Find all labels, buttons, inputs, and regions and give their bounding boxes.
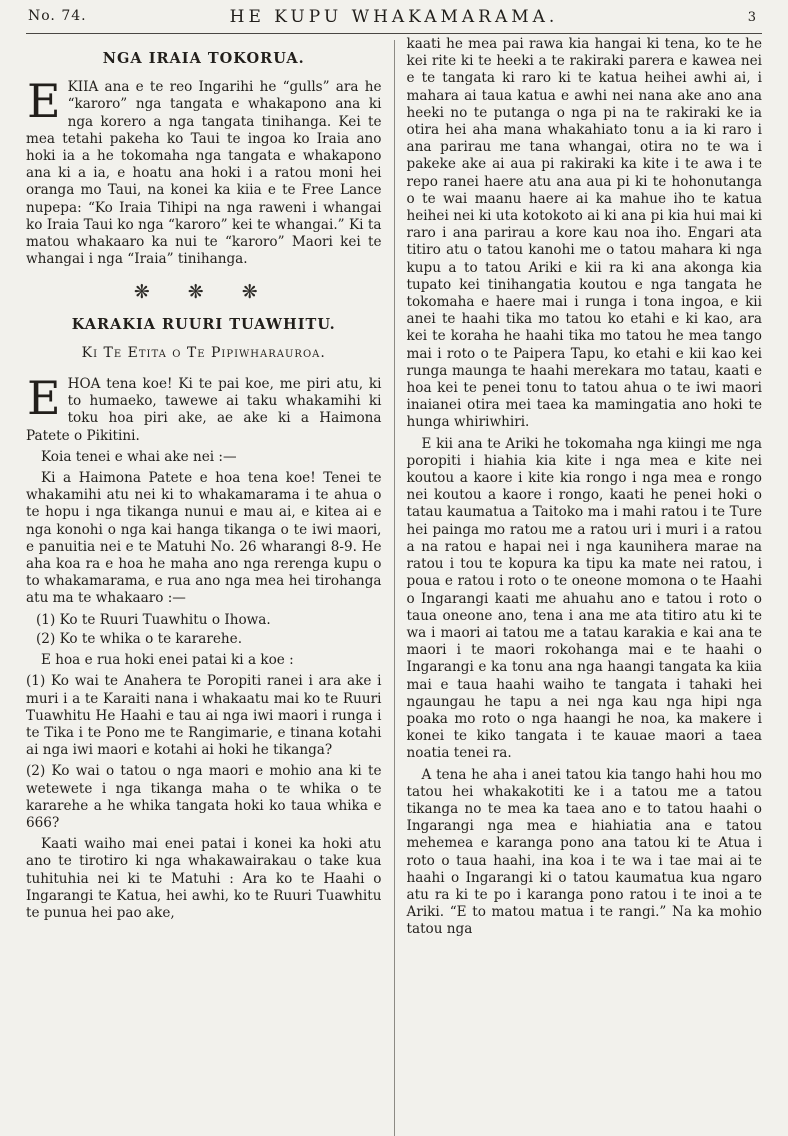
dropcap-initial: E <box>27 74 61 129</box>
list-item: (1) Ko te Ruuri Tuawhitu o Ihowa. <box>36 611 271 628</box>
article1-title: NGA IRAIA TOKORUA. <box>102 50 305 67</box>
right-paragraph-3: A tena he aha i anei tatou kia tango hahi hou mo tatou hei whakakotiti ke i a tatou me a tatou tikanga no te mea ka taea ano e to tatou haahi o Ingarangi nga mea e hiahiatia ana e tatou mehemea e karanga pono ana tatou ki te Atua i roto o taua haahi, ina koa i te wa i tae mai ai te haahi o Ingarangi ki o tatou kaumatua kua ngaro atu ra ki te po i karanga pono ratou i te inoi a te Ariki. “E to matou matua i te rangi.” Na ka mohio tatou nga <box>406 766 762 938</box>
article2-paragraph-5: Kaati waiho mai enei patai i konei ka hoki atu ano te tirotiro ki nga whakawairakau o take kua tuhituhia nei ki te Matuhi : Ara ko te Haahi o Ingarangi te Katua, hei awhi, ko te Ruuri Tuawhitu te punua hei pao ake, <box>26 836 382 921</box>
article-columns <box>26 36 762 1136</box>
page-number: 3 <box>747 10 756 25</box>
article2-paragraph-4: E hoa e rua hoki enei patai ki a koe : <box>41 652 294 669</box>
masthead-title: HE KUPU WHAKAMARAMA. <box>229 7 559 27</box>
article2-question-2: (2) Ko wai o tatou o nga maori e mohio ana ki te wetewete i nga tikanga maha o te whika o te kararehe a he whika tangata hoki ko taua whika e 666? <box>26 763 382 831</box>
left-column <box>26 36 382 1136</box>
right-paragraph-2: E kii ana te Ariki he tokomaha nga kiingi me nga poropiti i hiahia kia kite i nga mea e kite nei koutou a kaore i kite kia rongo i nga mea e rongo nei koutou a kaore i rongo, kaati he penei hoki o tatau kaumatua a Taitoko ma i mahi ratou i te Ture hei painga mo ratou me a ratou uri i muri i a ratou a na ratou e hapai nei i nga kaunihera marae na ratou i tou te kopura ka tipu ka mate nei ratou, i poua e ratou i roto o te oneone momona o te Haahi o Ingarangi kaati me ahuahu ano e tatou i roto o taua oneone ano, tena i ana me ata titiro atu ki te wa i maori ai tatou me a tatau karakia e kai ana te maori i te maori rokohanga mai e te haahi o Ingarangi e ka tonu ana nga haangi tangata ka kiia mai e taua haahi waiho te tangata i tahaki hei ngaungau he tapu a nei nga kau nga hipi nga poaka mo roto o nga haangi he noa, ka makere i konei te kiko tangata i te kauae maori a taea noatia tenei ra. <box>406 435 762 762</box>
article2-paragraph-1 <box>26 371 382 445</box>
list-item: (2) Ko te whika o te kararehe. <box>36 630 243 647</box>
right-paragraph-1: kaati he mea pai rawa kia hangai ki tena, ko te he kei rite ki te heeki a te rakiraki parera e kawea nei e te tangata ki raro ki te katua heihei awhi ai, i mahara ai taua katua e awhi nei nana ake ano ana heeki no te putanga o nga pi na te rakiraki ke ia otira hei aha mana whakahiato tonu a ia ki raro i ana parirau me tana whangai, otira no te wa i pakeke ake ai aua pi rakiraki ka kite i te awa i te repo ranei haere atu ana aua pi ki te hohonutanga o te wai maanu haere ai ka mahue iho te katua heihei nei ki uta kotokoto ai ki ana pi kia hui mai ki raro i ana parirau a kore kau noa iho. Engari ata titiro atu o tatou kanohi me o tatou mahara ki nga kupu a to tatou Ariki e kii ra ki ana akonga kia tupato kei tinihangatia koutou e nga tangata he tokomaha e haere mai i runga i tona ingoa, e kii anei te haahi tika mo tatou ko etahi e ki kao, ara kei te koraha he haahi tika mo tatou he mea tango mai i roto o te Paipera Tapu, ko etahi e kii kao kei runga maunga te haahi merekara mo tatau, kaati e hoa kei te penei tonu to tatou ahua o te iwi maori inaianei otira mei taea ka mamingatia ano hoki te hunga whiriwhiri. <box>406 36 762 431</box>
issue-number: No. 74. <box>28 8 87 24</box>
dropcap-initial: E <box>27 371 61 426</box>
right-column <box>407 36 763 1136</box>
article2-paragraph-1-text: HOA tena koe! Ki te pai koe, me piri atu, ki to humaeko, tawewe ai taku whakamihi ki toku hoa piri ake, ae ake ki a Haimona Patete o Pikitini. <box>26 376 382 444</box>
column-divider-rule <box>394 40 395 1136</box>
article2-paragraph-2: Koia tenei e whai ake nei :— <box>41 448 237 465</box>
article2-paragraph-3: Ki a Haimona Patete e hoa tena koe! Tenei te whakamihi atu nei ki to whakamarama i te ahua o te hopu i nga tikanga nunui e mau ai, e kitea ai e nga konohi o nga kai hanga tikanga o te iwi maori, e panuitia nei e te Matuhi No. 26 wharangi 8-9. He aha koa ra e hoa he maha ano nga rerenga kupu o to whakamarama, e rua ano nga mea hei tirohanga atu ma te whakaaro :— <box>26 470 382 607</box>
article2-title: KARAKIA RUURI TUAWHITU. <box>71 315 336 333</box>
header-rule <box>26 33 762 34</box>
ornament-divider: ❋ ❋ ❋ <box>133 281 274 304</box>
article1-body-paragraph <box>26 74 382 268</box>
article1-body-text: KIIA ana e te reo Ingarihi he “gulls” ara he “karoro” nga tangata e whakapono ana ki nga korero a nga tangata tinihanga. Kei te mea tetahi pakeha ko Taui te ingoa ko Iraia ano hoki ia a he tokomaha nga tangata e whakapono ana ki a ia, e hoatu ana hoki i a ratou moni hei oranga mo Taui, na konei ka kiia e te Free Lance nupepa: “Ko Iraia Tihipi na nga raweni i whangai ko Iraia Taui ko nga “karoro” kei te whangai.” Ki ta matou whakaaro ka nui te “karoro” Maori kei te whangai i nga “Iraia” tinihanga. <box>26 79 382 268</box>
page-header <box>26 6 762 30</box>
article2-subtitle: Ki Te Etita o Te Pipiwharauroa. <box>81 344 326 361</box>
article2-question-1: (1) Ko wai te Anahera te Poropiti ranei i ara ake i muri i a te Karaiti nana i whakaatu mai ko te Ruuri Tuawhitu He Haahi e tau ai nga iwi maori i runga i te Tika i te Pono me te Rangimarie, e tinana kotahi ai nga iwi maori e kotahi ai hoki he tikanga? <box>26 673 382 759</box>
